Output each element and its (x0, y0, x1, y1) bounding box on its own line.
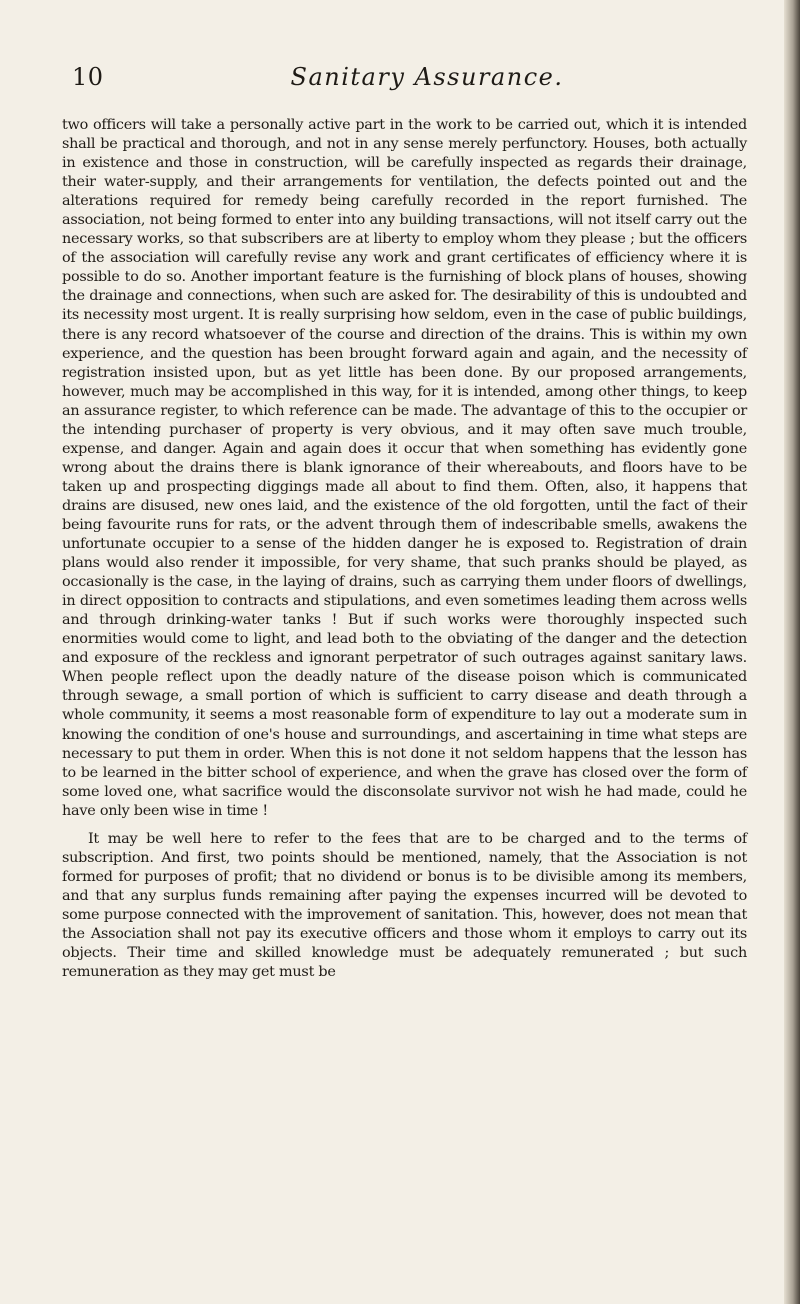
page-header (72, 62, 752, 102)
paragraph-1: two officers will take a personally active part in the work to be carried out, which it is intended shall be practical and thorough, and not in any sense merely perfunctory. Houses, both actually in existence and those in construction, will be carefully inspected as regards their drainage, their water-supply, and their arrangements for ventilation, the defects pointed out and the alterations required for remedy being carefully recorded in the report furnished. The association, not being formed to enter into any building transactions, will not itself carry out the necessary works, so that subscribers are at liberty to employ whom they please ; but the officers of the association will carefully revise any work and grant certificates of efficiency where it is possible to do so. Another important feature is the furnishing of block plans of houses, showing the drainage and connections, when such are asked for. The desirability of this is undoubted and its necessity most urgent. It is really surprising how seldom, even in the case of public buildings, there is any record whatsoever of the course and direction of the drains. This is within my own experience, and the question has been brought forward again and again, and the necessity of registration insisted upon, but as yet little has been done. By our proposed arrangements, however, much may be accomplished in this way, for it is intended, among other things, to keep an assurance register, to which reference can be made. The advantage of this to the occupier or the intending purchaser of property is very obvious, and it may often save much trouble, expense, and danger. Again and again does it occur that when something has evidently gone wrong about the drains there is blank ignorance of their whereabouts, and floors have to be taken up and prospecting diggings made all about to find them. Often, also, it happens that drains are disused, new ones laid, and the existence of the old forgotten, until the fact of their being favourite runs for rats, or the advent through them of indescribable smells, awakens the unfortunate occupier to a sense of the hidden danger he is exposed to. Registration of drain plans would also render it impossible, for very shame, that such pranks should be played, as occasionally is the case, in the laying of drains, such as carrying them under floors of dwellings, in direct opposition to contracts and stipulations, and even sometimes leading them across wells and through drinking-water tanks ! But if such works were thoroughly inspected such enormities would come to light, and lead both to the obviating of the danger and the detection and exposure of the reckless and ignorant perpetrator of such outrages against sanitary laws. When people reflect upon the deadly nature of the disease poison which is communicated through sewage, a small portion of which is sufficient to carry disease and death through a whole community, it seems a most reasonable form of expenditure to lay out a moderate sum in knowing the condition of one's house and surroundings, and ascertaining in time what steps are necessary to put them in order. When this is not done it not seldom happens that the lesson has to be learned in the bitter school of experience, and when the grave has closed over the form of some loved one, what sacrifice would the disconsolate survivor not wish he had made, could he have only been wise in time ! (62, 117, 747, 819)
paragraph-2: It may be well here to refer to the fees that are to be charged and to the terms of subscription. And first, two points should be mentioned, namely, that the Association is not formed for purposes of profit; that no dividend or bonus is to be divisible among its members, and that any surplus funds remaining after paying the expenses incurred will be devoted to some purpose connected with the improvement of sanitation. This, however, does not mean that the Association shall not pay its executive officers and those whom it employs to carry out its objects. Their time and skilled knowledge must be adequately remunerated ; but such remuneration as they may get must be (62, 830, 747, 981)
page-edge-shadow (784, 0, 800, 1304)
page-number: 10 (72, 63, 104, 91)
body-text (62, 116, 747, 982)
running-title: Sanitary Assurance. (290, 63, 564, 91)
